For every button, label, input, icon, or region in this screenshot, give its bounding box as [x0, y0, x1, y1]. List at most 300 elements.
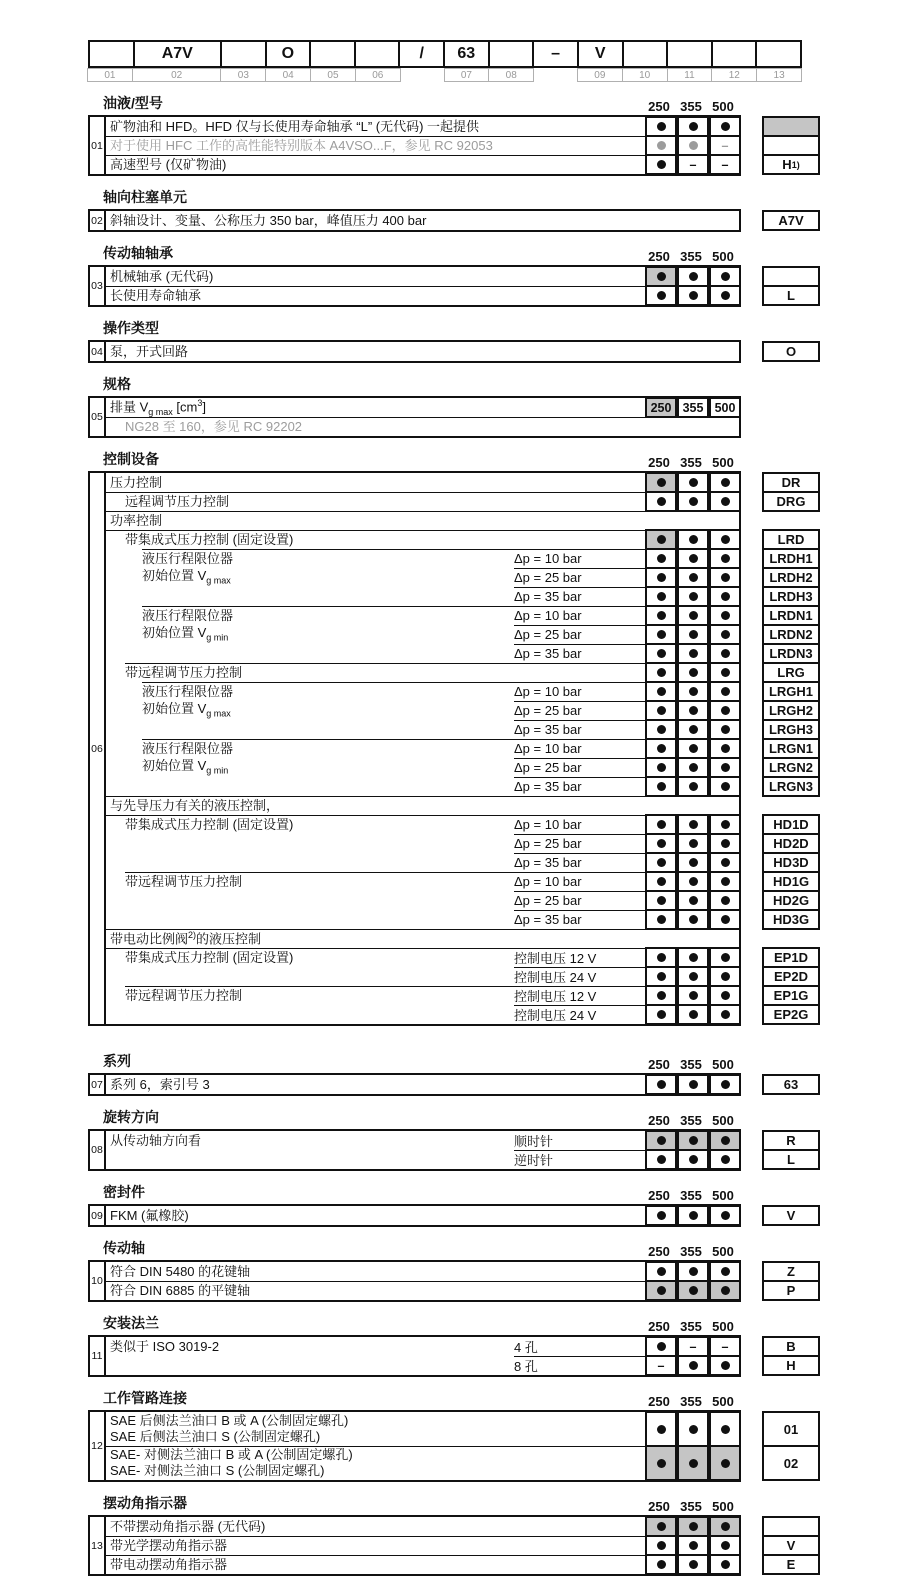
- section-box: [88, 265, 795, 307]
- availability-cell: [677, 776, 709, 797]
- availability-dot: [721, 1522, 730, 1531]
- table-row: [106, 777, 814, 796]
- availability-dot: [689, 649, 698, 658]
- row-condition-label: 控制电压 12 V: [514, 989, 597, 1004]
- availability-cell: [677, 833, 709, 854]
- section-header: [88, 189, 802, 209]
- row-label: 机械轴承 (无代码): [110, 268, 214, 284]
- availability-dot: [657, 1267, 666, 1276]
- availability-dot: [689, 611, 698, 620]
- availability-dot: [689, 877, 698, 886]
- section-number: 09: [90, 1206, 106, 1225]
- size-column-header: 500: [712, 99, 734, 114]
- availability-dot: [657, 953, 666, 962]
- section-rows: [106, 1337, 796, 1375]
- section-box: [88, 396, 741, 438]
- code-builder-box: [354, 40, 401, 68]
- availability-cell: [645, 662, 677, 683]
- availability-cell: [645, 890, 677, 911]
- section-box: [88, 1204, 796, 1227]
- availability-dot: [657, 554, 666, 563]
- code-box: LRDN2: [762, 624, 820, 645]
- availability-cell: [645, 909, 677, 930]
- row-label: 初始位置 $V_{g max}$: [142, 701, 231, 719]
- code-box: 02: [762, 1445, 820, 1481]
- availability-cell: [645, 700, 677, 721]
- availability-dot: [689, 592, 698, 601]
- availability-dot: [657, 573, 666, 582]
- availability-dot: [721, 1361, 730, 1370]
- section-box: [88, 340, 797, 363]
- section: [88, 95, 802, 176]
- row-label: 带光学摆动角指示器: [110, 1537, 228, 1553]
- table-row: [106, 530, 805, 549]
- availability-cell: [677, 1411, 709, 1447]
- availability-cell: [645, 586, 677, 607]
- availability-dot: [721, 668, 730, 677]
- row-label: 液压行程限位器: [142, 683, 234, 699]
- section: [88, 1109, 802, 1171]
- availability-cell: [677, 738, 709, 759]
- availability-dot: [657, 1155, 666, 1164]
- availability-cell: [677, 681, 709, 702]
- availability-dot: [689, 687, 698, 696]
- position-number: 04: [265, 68, 311, 82]
- table-row: [106, 986, 809, 1005]
- table-row: [106, 872, 810, 891]
- availability-cell: [677, 814, 709, 835]
- row-label: 从传动轴方向看: [110, 1132, 202, 1148]
- section-number: 06: [90, 473, 106, 1024]
- row-label: [106, 644, 735, 663]
- availability-dot: [657, 839, 666, 848]
- code-box: [762, 266, 820, 287]
- availability-dot: [689, 1522, 698, 1531]
- availability-dot: [657, 1541, 666, 1550]
- code-box: R: [762, 1130, 820, 1151]
- availability-cell: [709, 643, 741, 664]
- availability-cell: [677, 1130, 709, 1151]
- section-title: 密封件: [103, 1184, 145, 1200]
- row-label: [106, 891, 735, 910]
- availability-dot: [689, 478, 698, 487]
- availability-cell: [645, 548, 677, 569]
- size-column-header: 355: [680, 99, 702, 114]
- code-box: HD1D: [762, 814, 820, 835]
- availability-cell: [677, 1355, 709, 1376]
- row-label: 对于使用 HFC 工作的高性能特别版本 A4VSO...F，参见 RC 92053: [110, 137, 493, 153]
- table-row: [106, 815, 809, 834]
- code-box: HD2G: [762, 890, 820, 911]
- availability-cell: [709, 1130, 741, 1151]
- availability-dot: [657, 820, 666, 829]
- availability-cell: [709, 116, 741, 137]
- availability-cell: [645, 1355, 677, 1376]
- availability-cell: [709, 700, 741, 721]
- section-box: [88, 1515, 796, 1576]
- availability-cell: [709, 947, 741, 968]
- availability-cell: [709, 285, 741, 306]
- size-column-header: 500: [712, 1244, 734, 1259]
- row-label: 长使用寿命轴承: [110, 287, 202, 303]
- table-row: [106, 1150, 795, 1169]
- availability-cell: [677, 1516, 709, 1537]
- availability-dot: [721, 687, 730, 696]
- availability-dot: [721, 858, 730, 867]
- availability-cell: [709, 909, 741, 930]
- row-label: 斜轴设计、变量、公称压力 350 bar，峰值压力 400 bar: [110, 212, 427, 228]
- section-header: [88, 1390, 802, 1410]
- position-number: 13: [756, 68, 802, 82]
- availability-dot: [689, 915, 698, 924]
- group-header-row: [106, 511, 739, 530]
- code-box: EP1D: [762, 947, 820, 968]
- row-label: 带集成式压力控制 (固定设置): [125, 949, 294, 965]
- size-column-header: 250: [648, 99, 670, 114]
- section-header: [88, 1240, 802, 1260]
- size-column-header: 500: [712, 1188, 734, 1203]
- availability-cell: [709, 605, 741, 626]
- row-condition-label: 4 孔: [514, 1340, 538, 1355]
- section-header: [88, 1109, 802, 1129]
- table-row: [106, 286, 795, 305]
- position-number: 05: [310, 68, 356, 82]
- row-label: 初始位置 $V_{g min}$: [142, 625, 229, 643]
- row-label: 带集成式压力控制 (固定设置): [125, 531, 294, 547]
- availability-dot: [721, 1459, 730, 1468]
- table-row: [106, 853, 809, 872]
- row-label-line2: SAE- 对侧法兰油口 S (公制固定螺孔): [110, 1463, 325, 1478]
- code-box: DRG: [762, 491, 820, 512]
- availability-cell: [677, 1149, 709, 1170]
- section-title: 油液/型号: [103, 95, 163, 111]
- section: [88, 245, 802, 307]
- code-box: DR: [762, 472, 820, 493]
- availability-dot: [689, 706, 698, 715]
- code-box: H: [762, 1355, 820, 1376]
- row-label: NG28 至 160，参见 RC 92202: [125, 418, 303, 434]
- section-header: [88, 1495, 802, 1515]
- code-box: E: [762, 1554, 820, 1575]
- code-box: EP2G: [762, 1004, 820, 1025]
- availability-cell: [645, 947, 677, 968]
- position-number: 12: [711, 68, 757, 82]
- section-number: 05: [90, 398, 106, 436]
- row-condition-label: Δp = 35 bar: [514, 855, 582, 870]
- row-label: SAE 后侧法兰油口 B 或 A (公制固定螺孔) SAE 后侧法兰油口 S (公制固定螺孔): [106, 1412, 735, 1446]
- size-column-header: 250: [648, 1499, 670, 1514]
- section-header: [88, 95, 802, 115]
- row-label: [106, 910, 735, 929]
- code-box: LRGN3: [762, 776, 820, 797]
- table-row: [106, 1262, 795, 1281]
- availability-cell: [677, 1554, 709, 1575]
- code-builder-box: [711, 40, 758, 68]
- availability-dot: [689, 291, 698, 300]
- availability-dot: [689, 141, 698, 150]
- code-box: LRDH2: [762, 567, 820, 588]
- availability-dot: [721, 877, 730, 886]
- size-column-header: 500: [712, 1057, 734, 1072]
- availability-cell: [645, 1535, 677, 1556]
- availability-dot: [689, 1425, 698, 1434]
- table-row: [106, 758, 814, 777]
- section-title: 旋转方向: [103, 1109, 159, 1125]
- position-number: 11: [667, 68, 713, 82]
- availability-dot: [721, 573, 730, 582]
- size-column-header: 355: [680, 1113, 702, 1128]
- row-label: 与先导压力有关的液压控制，: [110, 797, 280, 813]
- size-column-header: 355: [680, 1394, 702, 1409]
- section-header: [88, 245, 802, 265]
- availability-cell: [677, 1336, 709, 1357]
- availability-dot: [657, 592, 666, 601]
- size-column-header: 500: [712, 1113, 734, 1128]
- code-box: LRDH3: [762, 586, 820, 607]
- availability-dot: [721, 782, 730, 791]
- section-rows: [106, 1517, 796, 1574]
- row-condition-label: 8 孔: [514, 1359, 538, 1374]
- row-label: 液压行程限位器: [142, 550, 234, 566]
- table-row: [106, 267, 739, 286]
- section-header: [88, 451, 802, 471]
- code-builder-box: A7V: [133, 40, 222, 68]
- availability-dot: [689, 1541, 698, 1550]
- table-row: [106, 1005, 809, 1024]
- section-title: 规格: [103, 376, 131, 392]
- code-box: H 1): [762, 154, 820, 175]
- table-row: [106, 136, 739, 155]
- sections-container: [88, 95, 814, 1576]
- row-condition-label: 控制电压 12 V: [514, 951, 597, 966]
- availability-cell: [709, 681, 741, 702]
- row-label: 类似于 ISO 3019-2: [110, 1338, 220, 1354]
- position-number-blank: [534, 68, 578, 82]
- row-label: SAE- 对侧法兰油口 B 或 A (公制固定螺孔) SAE- 对侧法兰油口 S (公制固定螺孔): [106, 1446, 735, 1480]
- section: [88, 1315, 802, 1377]
- availability-cell: [677, 529, 709, 550]
- availability-dot: [657, 1211, 666, 1220]
- availability-cell: [645, 1130, 677, 1151]
- availability-cell: [677, 985, 709, 1006]
- availability-dot: [689, 1211, 698, 1220]
- row-label: [106, 1005, 735, 1024]
- position-number: 09: [577, 68, 623, 82]
- code-builder-box: [88, 40, 135, 68]
- availability-dot: [689, 782, 698, 791]
- row-label: 液压行程限位器: [142, 607, 234, 623]
- row-label: 远程调节压力控制: [125, 493, 230, 509]
- section-title: 轴向柱塞单元: [103, 189, 187, 205]
- row-label: [106, 834, 735, 853]
- table-row: [106, 342, 797, 361]
- group-header-row: [106, 929, 739, 948]
- row-label: 泵，开式回路: [110, 343, 189, 359]
- availability-cell: [709, 548, 741, 569]
- availability-cell: [645, 871, 677, 892]
- availability-dot: [689, 991, 698, 1000]
- row-label: 排量 $V_{g max}$ $[cm^3]$: [110, 397, 207, 417]
- availability-dot: [689, 1560, 698, 1569]
- availability-cell: [677, 586, 709, 607]
- availability-cell: [677, 852, 709, 873]
- availability-cell: [645, 567, 677, 588]
- availability-dot: [689, 497, 698, 506]
- section-header: [88, 1053, 802, 1073]
- availability-cell: [645, 491, 677, 512]
- availability-dot: [657, 1342, 666, 1351]
- section: [88, 451, 814, 1026]
- availability-dot: [721, 953, 730, 962]
- row-label: [106, 1356, 735, 1375]
- availability-dot: [657, 535, 666, 544]
- availability-dot: [721, 1560, 730, 1569]
- table-row: [106, 910, 810, 929]
- code-box: O: [762, 341, 820, 362]
- section: [88, 1053, 802, 1096]
- availability-dot: [721, 649, 730, 658]
- table-row: [106, 587, 813, 606]
- availability-cell: [645, 985, 677, 1006]
- code-box: LRGH1: [762, 681, 820, 702]
- availability-dot: [689, 744, 698, 753]
- row-condition-label: 顺时针: [514, 1134, 554, 1149]
- availability-cell: [709, 1554, 741, 1575]
- availability-cell: [677, 567, 709, 588]
- availability-cell: [677, 116, 709, 137]
- section-header: [88, 1315, 802, 1335]
- availability-cell: [645, 1336, 677, 1357]
- availability-dot: [689, 1267, 698, 1276]
- table-row: [106, 663, 805, 682]
- availability-dot: [721, 272, 730, 281]
- row-label: 初始位置 $V_{g min}$: [142, 758, 229, 776]
- availability-cell: [709, 1149, 741, 1170]
- availability-dot: [657, 630, 666, 639]
- availability-dot: [689, 630, 698, 639]
- size-column-header: 250: [648, 1188, 670, 1203]
- availability-dot: [657, 1010, 666, 1019]
- availability-cell: [645, 1554, 677, 1575]
- code-builder-box: 63: [443, 40, 490, 68]
- row-label: 高速型号 (仅矿物油): [110, 156, 227, 172]
- availability-dot: [657, 1522, 666, 1531]
- availability-cell: [709, 266, 741, 287]
- section: [88, 1495, 802, 1576]
- availability-dot: [657, 1286, 666, 1295]
- availability-cell: [677, 548, 709, 569]
- row-label: FKM (氟橡胶): [110, 1207, 189, 1223]
- availability-dot: [689, 896, 698, 905]
- section-rows: [106, 473, 814, 1024]
- code-box: LRGN1: [762, 738, 820, 759]
- section-title: 传动轴轴承: [103, 245, 173, 261]
- availability-cell: [709, 1516, 741, 1537]
- row-label: 液压行程限位器: [142, 740, 234, 756]
- availability-dot: [657, 497, 666, 506]
- availability-dot: [721, 725, 730, 734]
- availability-dot: [657, 972, 666, 981]
- availability-dot: [657, 611, 666, 620]
- row-condition-label: Δp = 10 bar: [514, 874, 582, 889]
- availability-dot: [689, 1155, 698, 1164]
- section-rows: [106, 1412, 799, 1480]
- row-label: 功率控制: [110, 512, 163, 528]
- availability-dot: [657, 1459, 666, 1468]
- row-condition-label: Δp = 10 bar: [514, 551, 582, 566]
- row-label: [106, 587, 735, 606]
- availability-cell: [709, 662, 741, 683]
- code-builder-box: V: [577, 40, 624, 68]
- row-label: 系列 6，索引号 3: [110, 1076, 210, 1092]
- section-title: 摆动角指示器: [103, 1495, 187, 1511]
- row-condition-label: Δp = 25 bar: [514, 893, 582, 908]
- availability-cell: [677, 154, 709, 175]
- availability-dot: [721, 592, 730, 601]
- availability-dot: [721, 630, 730, 639]
- section-number: 13: [90, 1517, 106, 1574]
- position-number: 01: [87, 68, 133, 82]
- section-box: [88, 115, 800, 176]
- row-label: 不带摆动角指示器 (无代码): [110, 1518, 266, 1534]
- availability-dot: [721, 1010, 730, 1019]
- availability-dot: [657, 858, 666, 867]
- availability-cell: [677, 624, 709, 645]
- section-box: [88, 209, 804, 232]
- code-box: 63: [762, 1074, 820, 1095]
- code-box: [762, 116, 820, 137]
- section-rows: [106, 1262, 796, 1300]
- availability-dot: [689, 725, 698, 734]
- availability-dot: [721, 535, 730, 544]
- availability-cell: [709, 1336, 741, 1357]
- availability-cell: [645, 1261, 677, 1282]
- availability-dot: [689, 272, 698, 281]
- table-row: [106, 1075, 799, 1094]
- availability-dot: [689, 1286, 698, 1295]
- table-row: [106, 644, 813, 663]
- row-condition-label: 控制电压 24 V: [514, 1008, 597, 1023]
- availability-dot: [657, 915, 666, 924]
- size-column-header: 355: [680, 1244, 702, 1259]
- availability-dot: [657, 706, 666, 715]
- not-available-dash: –: [689, 157, 697, 172]
- row-condition-label: Δp = 35 bar: [514, 779, 582, 794]
- availability-dot: [721, 1425, 730, 1434]
- row-label: 符合 DIN 6885 的平键轴: [110, 1282, 251, 1298]
- code-box: EP2D: [762, 966, 820, 987]
- row-label: 矿物油和 HFD。HFD 仅与长使用寿命轴承 “L” (无代码) 一起提供: [110, 118, 480, 134]
- availability-cell: 355: [677, 397, 709, 418]
- availability-cell: [645, 814, 677, 835]
- table-row: [106, 739, 814, 758]
- code-box: [762, 135, 820, 156]
- table-row: [106, 1337, 796, 1356]
- section-number: 02: [90, 211, 106, 230]
- availability-cell: [645, 1516, 677, 1537]
- section-number: 10: [90, 1262, 106, 1300]
- code-builder-row: [88, 40, 802, 68]
- code-builder-box: –: [532, 40, 579, 68]
- availability-cell: [677, 1004, 709, 1025]
- section-rows: [106, 117, 800, 174]
- availability-cell: [677, 285, 709, 306]
- row-condition-label: Δp = 35 bar: [514, 912, 582, 927]
- availability-cell: [677, 966, 709, 987]
- availability-cell: [645, 624, 677, 645]
- availability-dot: [721, 991, 730, 1000]
- availability-cell: [677, 1535, 709, 1556]
